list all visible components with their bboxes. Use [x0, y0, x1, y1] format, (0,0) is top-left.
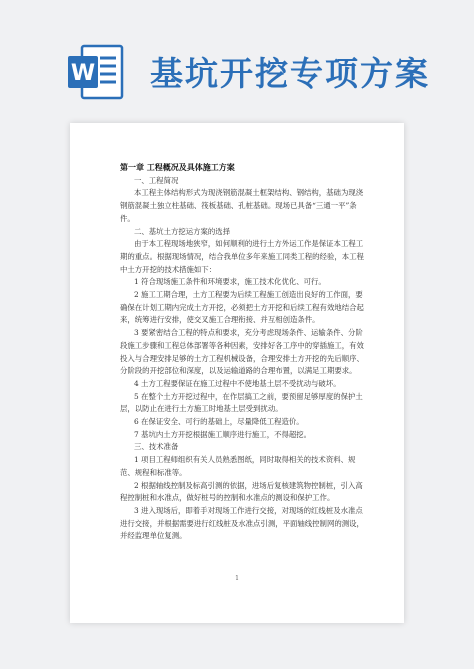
header-banner [0, 0, 474, 120]
list-item: 3 要紧密结合工程的特点和要求，充分考虑现场条件、运输条件、分阶段施工步骤和工程总体部署等各种因素，安排好各工序中的穿插施工，有效投入与合理安排足够的土方工程机械设备，合理安排土方开挖的先后顺序、分阶段的开挖部位和深度，以及运输道路的合理布置，以满足工期要求。 [120, 328, 364, 376]
list-item: 4 土方工程要保证在施工过程中不使地基土层不受扰动与破坏。 [134, 378, 341, 388]
paragraph: 由于本工程现场地狭窄，如何顺利的进行土方外运工作是保证本工程工期的重点。根据现场情况，结合我单位多年来施工同类工程的经验，本工程中土方开挖的技术措施如下： [120, 239, 364, 274]
list-item: 2 根据轴线控制及标高引测的依据，进场后复核建筑物控制桩，引入高程控制桩和水准点，做好桩号的控制和水准点的测设和保护工作。 [120, 480, 363, 503]
document-page [70, 123, 404, 623]
list-item: 1 符合现场施工条件和环境要求，施工技术化优化、可行。 [134, 277, 326, 287]
document-title: 基坑开挖专项方案 [150, 54, 430, 93]
paragraph: 本工程主体结构形式为现浇钢筋混凝土框架结构、钢结构，基础为现浇钢筋混凝土独立柱基础、筏板基础、孔桩基础。现场已具备“三通一平”条件。 [120, 188, 364, 223]
bottom-band [0, 630, 474, 669]
section-heading: 一、工程简况 [134, 175, 179, 185]
word-icon-letter: W [70, 61, 96, 86]
list-item: 5 在整个土方开挖过程中，在作层搞工之前，要预留足够厚度的保护土层，以防止在进行土方施工时地基土层受到扰动。 [120, 391, 363, 414]
document-body [120, 161, 364, 543]
section-heading: 三、技术准备 [134, 442, 179, 452]
page-number: 1 [235, 575, 239, 582]
list-item: 7 基坑内土方开挖根据施工顺序进行施工，不得超挖。 [134, 429, 312, 439]
list-item: 2 施工工期合理，土方工程要为后续工程施工创造出良好的工作面，要确保在计划工期内完成土方开挖，必须把土方开挖和后续工程有效地结合起来，统筹进行安排，使交叉施工合理衔接、并互相创造条件。 [120, 290, 364, 325]
section-heading: 二、基坑土方挖运方案的选择 [134, 226, 231, 236]
list-item: 6 在保证安全、可行的基础上，尽量降低工程造价。 [134, 417, 304, 427]
list-item: 3 进入现场后，即着手对现场工作进行交接，对现场的红线桩及水准点进行交接，并根据需要进行红线桩及水准点引测，平面轴线控制网的测设，并经监理单位复测。 [120, 505, 364, 541]
list-item: 1 项目工程师组织有关人员熟悉图纸，同时取得相关的技术资料、规范、规程和标准等。 [120, 455, 356, 477]
word-doc-icon [66, 42, 126, 102]
chapter-heading: 第一章 工程概况及具体施工方案 [120, 162, 235, 172]
